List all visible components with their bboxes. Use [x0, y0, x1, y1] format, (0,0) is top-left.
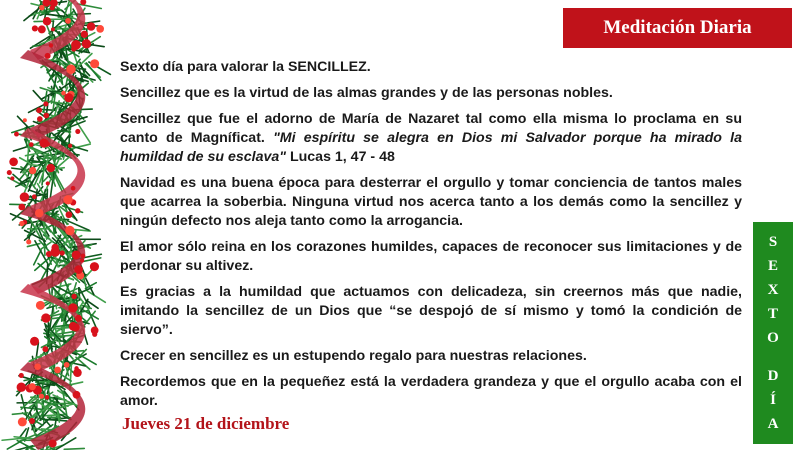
- paragraph-8: Recordemos que en la pequeñez está la verdadera grandeza y que el orgullo acaba con el amor.: [120, 374, 742, 409]
- side-word-sexto: [767, 230, 779, 350]
- paragraph-3: [120, 110, 742, 167]
- side-letter: X: [767, 282, 779, 298]
- side-word-dia: [768, 364, 779, 436]
- title-badge: [563, 8, 792, 48]
- sexto-dia-label: [753, 222, 793, 444]
- paragraph-6: Es gracias a la humildad que actuamos con delicadeza, sin creernos más que nadie, imitando la sencillez de un Dios que “se despojó de sí mismo y tomó la condición de siervo”.: [120, 284, 742, 338]
- side-letter: S: [768, 234, 778, 250]
- paragraph-7: Crecer en sencillez es un estupendo regalo para nuestras relaciones.: [120, 348, 587, 364]
- paragraph-1: [120, 58, 742, 77]
- side-letter: O: [767, 330, 779, 346]
- paragraph-1-prefix: Sexto día para valorar la: [120, 59, 288, 75]
- side-letter: E: [767, 258, 778, 274]
- title-text: Meditación Diaria: [603, 17, 752, 38]
- side-letter: A: [767, 416, 779, 432]
- christmas-garland-decoration: [0, 0, 112, 450]
- paragraph-3-prefix: Sencillez que fue el adorno de María de Nazaret tal como ella misma lo proclama en su canto de Magníficat.: [120, 111, 742, 146]
- side-letter: D: [767, 368, 779, 384]
- meditation-text: [120, 58, 742, 418]
- paragraph-1-suffix: .: [366, 59, 371, 75]
- date-label: Jueves 21 de diciembre: [122, 414, 290, 433]
- side-letter: T: [767, 306, 778, 322]
- paragraph-2: Sencillez que es la virtud de las almas grandes y de las personas nobles.: [120, 85, 613, 101]
- paragraph-4: Navidad es una buena época para desterrar el orgullo y tomar conciencia de tantos males que acarrea la soberbia. Ninguna virtud nos acerca tanto a los demás como la sencillez y ningún defecto nos aleja tanto como la arrogancia.: [120, 175, 742, 229]
- side-letter: Í: [770, 392, 776, 408]
- bible-reference: Lucas 1, 47 - 48: [286, 149, 395, 165]
- sencillez-emphasis: SENCILLEZ: [287, 59, 367, 75]
- magnificat-quote: "Mi espíritu se alegra en Dios mi Salvador porque ha mirado la humildad de su esclava": [120, 130, 742, 165]
- paragraph-5: El amor sólo reina en los corazones humildes, capaces de reconocer sus limitaciones y de perdonar su altivez.: [120, 239, 742, 274]
